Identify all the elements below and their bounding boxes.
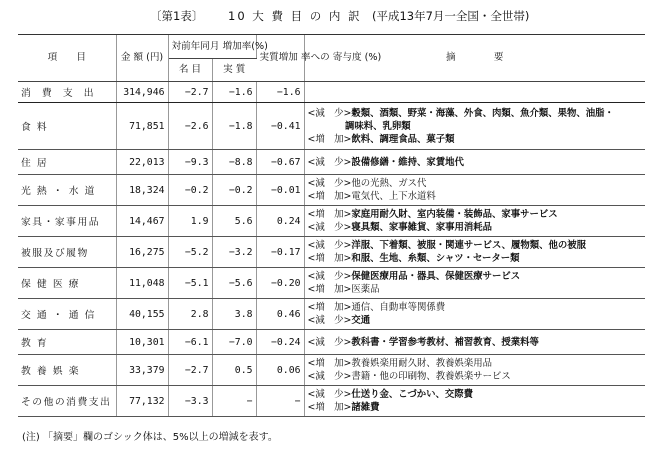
summary-line — [308, 283, 643, 296]
row-nominal: −2.7 — [168, 82, 212, 103]
summary-prefix: <減 少> — [307, 222, 352, 233]
row-real: −1.6 — [212, 82, 256, 103]
summary-text: 教養娯楽用耐久財、教養娯楽用品 — [351, 358, 492, 369]
row-contribution: −1.6 — [256, 82, 304, 103]
summary-prefix: <減 少> — [307, 178, 352, 189]
row-item: その他の消費支出 — [18, 386, 116, 417]
summary-prefix: <減 少> — [307, 156, 352, 168]
table-row — [18, 330, 645, 355]
row-real: −1.8 — [212, 103, 256, 150]
row-contribution: −0.01 — [256, 175, 304, 206]
row-item: 教 育 — [18, 330, 116, 355]
row-item: 保 健 医 療 — [18, 268, 116, 299]
row-amount: 10,301 — [116, 330, 168, 355]
summary-line — [308, 239, 643, 252]
summary-text: 交通 — [351, 315, 371, 326]
row-real: 3.8 — [212, 299, 256, 330]
row-nominal: −3.3 — [168, 386, 212, 417]
summary-text: 電気代、上下水道料 — [351, 191, 436, 202]
summary-prefix: <減 少> — [307, 271, 352, 282]
footnote: (注) 「摘要」欄のゴシック体は、5%以上の増減を表す。 — [22, 432, 278, 443]
table-row — [18, 206, 645, 237]
row-contribution: 0.46 — [256, 299, 304, 330]
table-row — [18, 386, 645, 417]
summary-line — [308, 252, 643, 265]
row-contribution: −0.24 — [256, 330, 304, 355]
summary-line — [308, 156, 643, 169]
row-amount: 314,946 — [116, 82, 168, 103]
row-summary — [304, 82, 645, 103]
row-contribution: −0.67 — [256, 150, 304, 175]
summary-line — [308, 208, 643, 221]
row-contribution: −0.41 — [256, 103, 304, 150]
summary-line — [308, 270, 643, 283]
row-amount: 33,379 — [116, 355, 168, 386]
table-row — [18, 237, 645, 268]
row-nominal: −5.1 — [168, 268, 212, 299]
row-contribution: −0.20 — [256, 268, 304, 299]
row-amount: 11,048 — [116, 268, 168, 299]
summary-line — [308, 388, 643, 401]
summary-line — [308, 301, 643, 314]
row-nominal: −9.3 — [168, 150, 212, 175]
summary-line — [308, 314, 643, 327]
expenditure-table — [18, 35, 645, 417]
summary-prefix: <増 加> — [307, 209, 352, 220]
row-summary — [304, 330, 645, 355]
summary-line — [308, 370, 643, 383]
row-amount: 40,155 — [116, 299, 168, 330]
summary-line — [308, 336, 643, 349]
row-nominal: −0.2 — [168, 175, 212, 206]
summary-line — [308, 357, 643, 370]
table-row — [18, 355, 645, 386]
row-summary — [304, 206, 645, 237]
row-amount: 22,013 — [116, 150, 168, 175]
row-amount: 16,275 — [116, 237, 168, 268]
row-item: 住 居 — [18, 150, 116, 175]
summary-prefix: <増 加> — [307, 253, 352, 264]
header-contribution: 実質増加 率への 寄与度 (%) — [256, 35, 304, 82]
summary-prefix: <減 少> — [307, 315, 352, 326]
row-nominal: 2.8 — [168, 299, 212, 330]
row-contribution: 0.24 — [256, 206, 304, 237]
header-real: 実 質 — [212, 59, 256, 82]
row-real: − — [212, 386, 256, 417]
row-nominal: 1.9 — [168, 206, 212, 237]
summary-prefix: <減 少> — [307, 240, 352, 251]
summary-text: 諸雑費 — [351, 402, 380, 413]
summary-text: 和服、生地、糸類、シャツ・セーター類 — [351, 253, 520, 264]
summary-prefix: <増 加> — [307, 191, 352, 202]
summary-prefix: <増 加> — [307, 284, 352, 295]
row-item: 消 費 支 出 — [18, 82, 116, 103]
row-real: −5.6 — [212, 268, 256, 299]
row-summary — [304, 268, 645, 299]
summary-prefix: <減 少> — [307, 389, 352, 400]
summary-text: 家庭用耐久財、室内装備・装飾品、家事サービス — [351, 209, 558, 220]
row-nominal: −6.1 — [168, 330, 212, 355]
summary-text: 仕送り金、こづかい、交際費 — [351, 389, 474, 400]
row-real: −8.8 — [212, 150, 256, 175]
row-nominal: −5.2 — [168, 237, 212, 268]
summary-text: 保健医療用品・器具、保健医療サービス — [351, 271, 521, 282]
summary-text: 飲料、調理食品、菓子類 — [351, 133, 455, 145]
table-label: 〔第1表〕 — [150, 9, 204, 23]
summary-line — [308, 120, 643, 133]
title-text: 10 大 費 目 の 内 訳 — [228, 9, 362, 23]
row-contribution: 0.06 — [256, 355, 304, 386]
summary-text: 穀類、酒類、野菜・海藻、外食、肉類、魚介類、果物、油脂・ — [351, 107, 614, 119]
summary-text: 他の光熱、ガス代 — [351, 178, 427, 189]
summary-line — [308, 221, 643, 234]
row-contribution: − — [256, 386, 304, 417]
row-amount: 18,324 — [116, 175, 168, 206]
summary-prefix: <増 加> — [307, 302, 352, 313]
summary-line — [308, 190, 643, 203]
summary-text: 医薬品 — [351, 284, 380, 295]
header-change: 対前年同月 増加率(%) — [168, 35, 256, 59]
row-amount: 14,467 — [116, 206, 168, 237]
summary-line — [308, 177, 643, 190]
table-row — [18, 175, 645, 206]
row-summary — [304, 237, 645, 268]
header-row-1 — [18, 35, 645, 59]
header-item: 項 目 — [18, 35, 116, 82]
table-row — [18, 150, 645, 175]
title-note: (平成13年7月一全国・全世帯) — [372, 9, 530, 23]
summary-line — [308, 107, 643, 120]
row-item: 交 通 ・ 通 信 — [18, 299, 116, 330]
summary-prefix: <増 加> — [307, 358, 352, 369]
row-real: −0.2 — [212, 175, 256, 206]
row-summary — [304, 299, 645, 330]
table-row — [18, 299, 645, 330]
row-amount: 77,132 — [116, 386, 168, 417]
summary-prefix: <増 加> — [307, 402, 352, 413]
row-item: 教 養 娯 楽 — [18, 355, 116, 386]
row-contribution: −0.17 — [256, 237, 304, 268]
row-real: 0.5 — [212, 355, 256, 386]
row-summary — [304, 150, 645, 175]
summary-line — [308, 133, 643, 146]
row-summary — [304, 355, 645, 386]
table-title — [0, 6, 672, 26]
summary-prefix: <減 少> — [307, 371, 352, 382]
row-summary — [304, 175, 645, 206]
summary-prefix: <減 少> — [307, 107, 352, 119]
row-amount: 71,851 — [116, 103, 168, 150]
row-summary — [304, 386, 645, 417]
header-amount: 金 額 (円) — [116, 35, 168, 82]
summary-text: 調味料、乳卵類 — [307, 120, 411, 132]
row-summary — [304, 103, 645, 150]
summary-text: 洋服、下着類、被服・関連サービス、履物類、他の被服 — [351, 240, 587, 251]
row-item: 食 料 — [18, 103, 116, 150]
summary-text: 書籍・他の印刷物、教養娯楽サービス — [351, 371, 511, 382]
summary-text: 寝具類、家事雑貨、家事用消耗品 — [351, 222, 492, 233]
row-real: −7.0 — [212, 330, 256, 355]
row-real: −3.2 — [212, 237, 256, 268]
row-real: 5.6 — [212, 206, 256, 237]
summary-prefix: <減 少> — [307, 336, 352, 348]
table-row — [18, 82, 645, 103]
header-summary: 摘 要 — [304, 35, 645, 82]
table-row — [18, 268, 645, 299]
row-item: 被服及び履物 — [18, 237, 116, 268]
row-nominal: −2.6 — [168, 103, 212, 150]
summary-line — [308, 401, 643, 414]
row-item: 光 熱 ・ 水 道 — [18, 175, 116, 206]
summary-text: 通信、自動車等関係費 — [351, 302, 446, 313]
summary-text: 教科書・学習参考教材、補習教育、授業料等 — [351, 336, 539, 348]
row-nominal: −2.7 — [168, 355, 212, 386]
table-body — [18, 82, 645, 417]
table-row — [18, 103, 645, 150]
header-nominal: 名 目 — [168, 59, 212, 82]
summary-prefix: <増 加> — [307, 133, 352, 145]
summary-text: 設備修繕・維持、家賃地代 — [351, 156, 464, 168]
row-item: 家具・家事用品 — [18, 206, 116, 237]
